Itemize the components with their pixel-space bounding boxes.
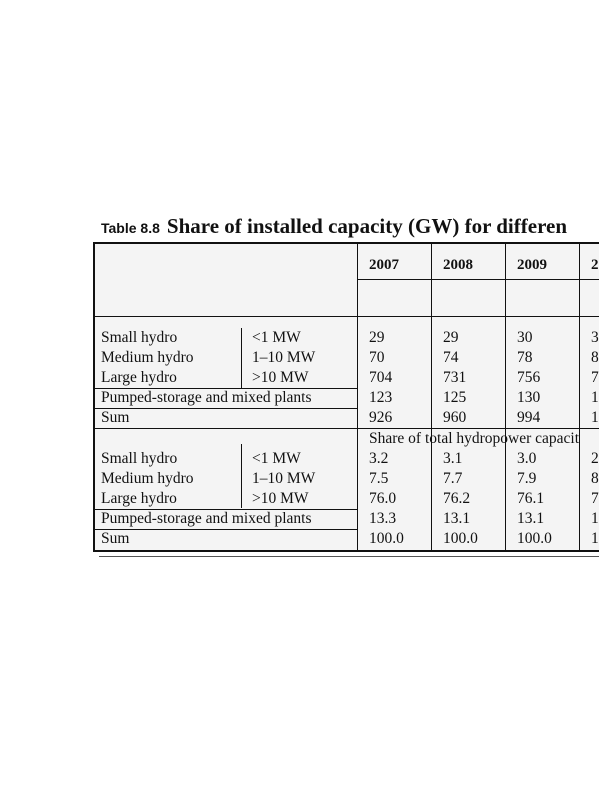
year-header: 2009 <box>517 257 547 273</box>
bottom-rule <box>99 556 599 557</box>
section-rule <box>95 428 599 429</box>
table-cell: 13.1 <box>443 510 471 527</box>
table-cell: 704 <box>369 369 393 386</box>
row-label: Medium hydro <box>101 470 194 487</box>
table-cell: 78 <box>517 349 533 366</box>
table-cell: 76.0 <box>369 490 397 507</box>
row-range: >10 MW <box>252 369 309 386</box>
row-range: 1–10 MW <box>252 349 316 366</box>
table-cell: 100.0 <box>517 530 552 547</box>
table-cell: 731 <box>443 369 467 386</box>
row-label: Pumped-storage and mixed plants <box>101 389 312 406</box>
year-header: 2 <box>591 257 599 273</box>
table-cell: 130 <box>517 389 541 406</box>
row-label: Sum <box>101 530 130 547</box>
table-cell: 7.9 <box>517 470 537 487</box>
table-cell: 8 <box>591 470 599 487</box>
table-title: Share of installed capacity (GW) for differen <box>166 214 568 238</box>
year-header: 2007 <box>369 257 399 273</box>
row-range: >10 MW <box>252 490 309 507</box>
table-cell: 100.0 <box>369 530 404 547</box>
table-cell: 1 <box>591 409 599 426</box>
table-cell: 29 <box>369 329 385 346</box>
table-cell: 7.5 <box>369 470 389 487</box>
row-range: <1 MW <box>252 450 301 467</box>
table-cell: 100.0 <box>443 530 478 547</box>
row-rule <box>95 529 357 530</box>
range-divider <box>241 444 242 508</box>
col-divider <box>357 244 358 552</box>
table-cell: 125 <box>443 389 467 406</box>
table-cell: 960 <box>443 409 467 426</box>
table-cell: 3 <box>591 329 599 346</box>
table-cell: 7 <box>591 490 599 507</box>
row-label: Small hydro <box>101 329 178 346</box>
row-range: 1–10 MW <box>252 470 316 487</box>
row-label: Medium hydro <box>101 349 194 366</box>
table-cell: 3.0 <box>517 450 537 467</box>
header-rule <box>357 279 599 280</box>
row-label: Large hydro <box>101 369 177 386</box>
section-header: Share of total hydropower capacit <box>369 430 580 447</box>
table-cell: 926 <box>369 409 393 426</box>
range-divider <box>241 328 242 388</box>
table-cell: 76.2 <box>443 490 471 507</box>
col-divider <box>505 244 506 552</box>
header-rule <box>95 316 599 317</box>
table-caption <box>101 214 567 239</box>
col-divider <box>431 244 432 552</box>
row-label: Small hydro <box>101 450 178 467</box>
table-cell: 8 <box>591 349 599 366</box>
table-cell: 756 <box>517 369 541 386</box>
table-cell: 1 <box>591 389 599 406</box>
table-number: Table 8.8 <box>101 220 160 236</box>
table-cell: 70 <box>369 349 385 366</box>
table-cell: 2 <box>591 450 599 467</box>
table-cell: 3.2 <box>369 450 389 467</box>
table-cell: 29 <box>443 329 459 346</box>
row-label: Sum <box>101 409 130 426</box>
table-cell: 1 <box>591 510 599 527</box>
table-cell: 123 <box>369 389 393 406</box>
row-rule <box>95 408 357 409</box>
table-cell: 7 <box>591 369 599 386</box>
table-cell: 994 <box>517 409 541 426</box>
table-cell: 13.3 <box>369 510 397 527</box>
capacity-table <box>93 242 599 552</box>
table-cell: 7.7 <box>443 470 463 487</box>
year-header: 2008 <box>443 257 473 273</box>
table-cell: 76.1 <box>517 490 545 507</box>
table-cell: 74 <box>443 349 459 366</box>
row-label: Pumped-storage and mixed plants <box>101 510 312 527</box>
table-cell: 3.1 <box>443 450 463 467</box>
table-cell: 30 <box>517 329 533 346</box>
row-range: <1 MW <box>252 329 301 346</box>
row-label: Large hydro <box>101 490 177 507</box>
col-divider <box>579 244 580 552</box>
table-cell: 1 <box>591 530 599 547</box>
table-cell: 13.1 <box>517 510 545 527</box>
